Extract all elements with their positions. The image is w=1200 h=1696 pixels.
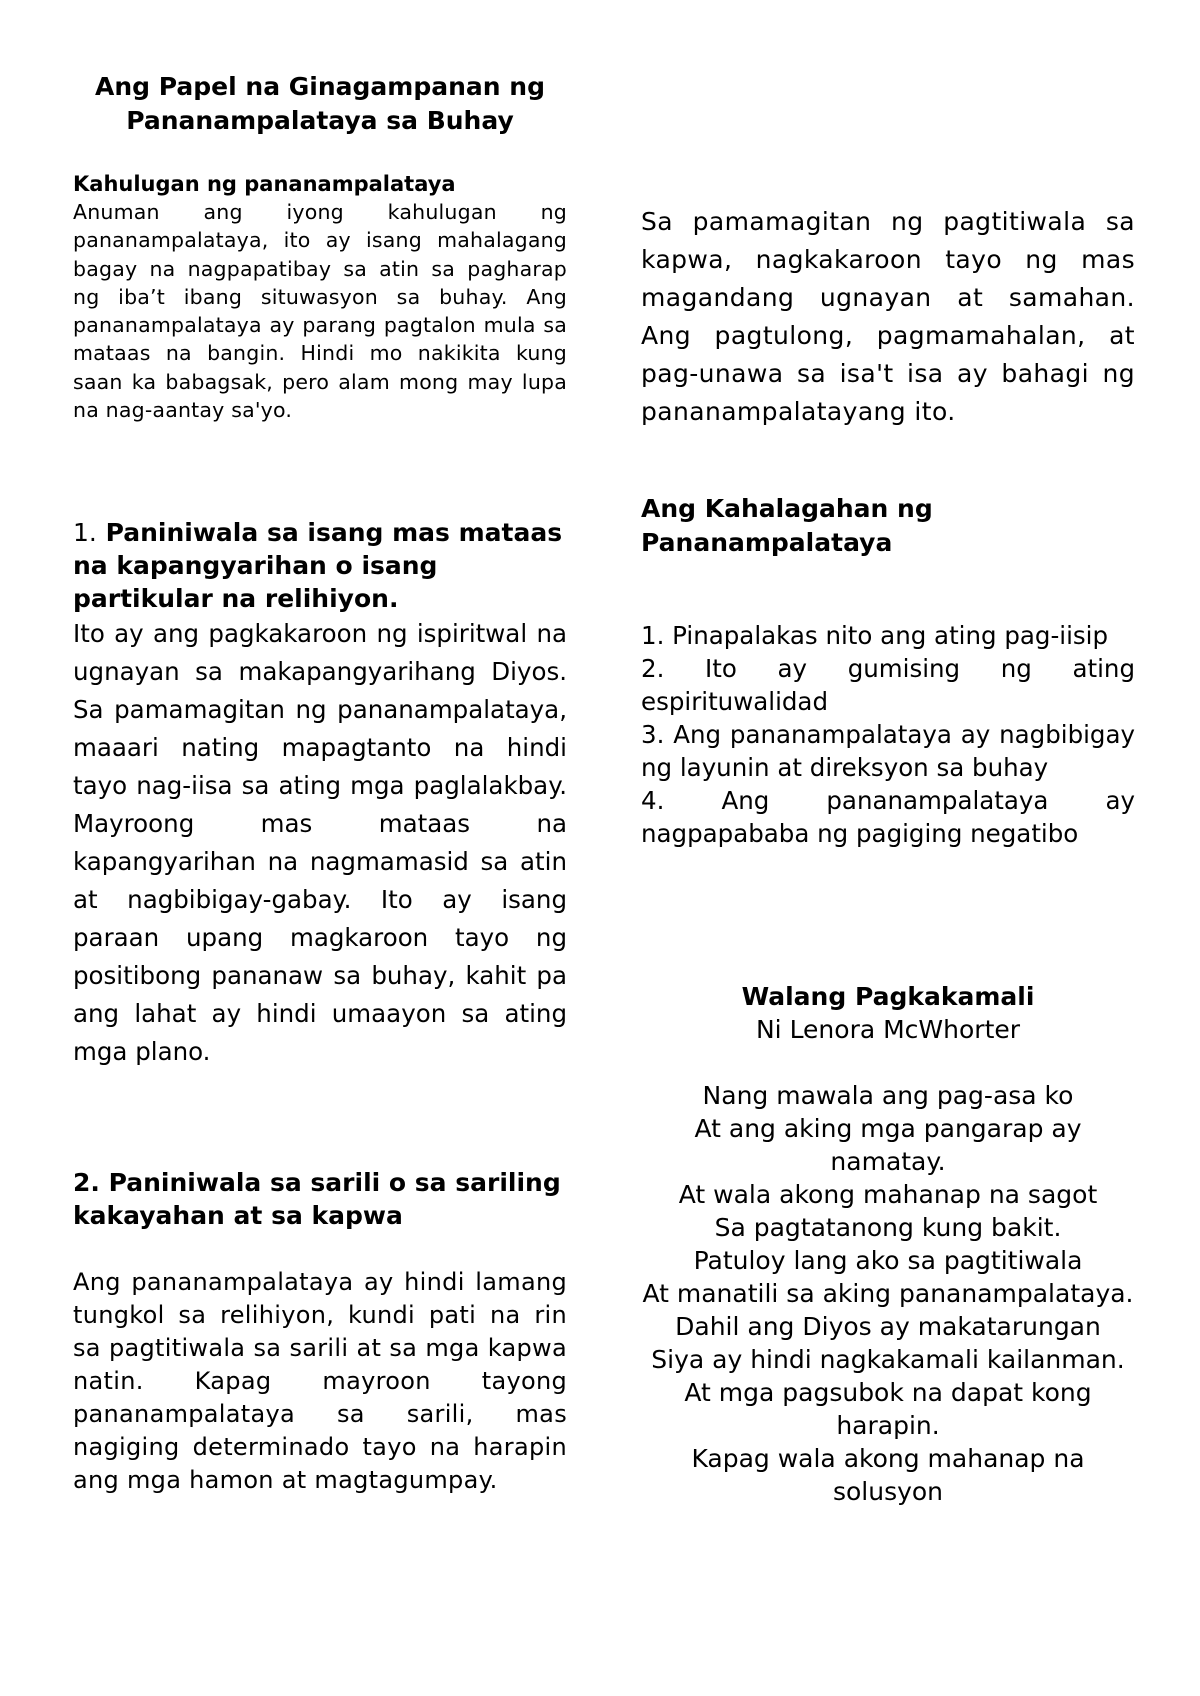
section-1-heading-text: Paniniwala sa isang mas mataas na kapangyarihan o isang partikular na relihiyon. — [73, 518, 563, 613]
poem-line: At manatili sa aking pananampalataya. — [642, 1279, 1134, 1308]
list-item: 4. Ang pananampalataya ay nagpapababa ng pagiging negatibo — [641, 786, 1135, 848]
section-1-heading — [73, 516, 567, 615]
section-2-paragraph: Ang pananampalataya ay hindi lamang tungkol sa relihiyon, kundi pati na rin sa pagtitiwala sa sarili at sa mga kapwa natin. Kapag mayroon tayong pananampalataya sa sarili, mas nagiging determinado tayo na harapin ang mga hamon at magtagumpay. — [73, 1268, 567, 1494]
poem-line: Siya ay hindi nagkakamali kailanman. — [651, 1345, 1125, 1374]
poem-line: Patuloy lang ako sa pagtitiwala — [693, 1246, 1083, 1275]
poem-author: Ni Lenora McWhorter — [755, 1015, 1021, 1044]
section-1-paragraph: Ito ay ang pagkakaroon ng ispiritwal na ugnayan sa makapangyarihang Diyos. Sa pamamagitan ng pananampalataya, maaari nating mapagtanto na hindi tayo nag-iisa sa ating mga paglalakbay. Mayroong mas mataas na kapangyarihan na nagmamasid sa atin at nagbibigay-gabay. Ito ay isang paraan upang magkaroon tayo ng positibong pananaw sa buhay, kahit pa ang lahat ay hindi umaayon sa ating mga plano. — [73, 619, 567, 1066]
section-1-number: 1. — [73, 518, 97, 547]
poem-line: At mga pagsubok na dapat kong harapin. — [684, 1378, 1092, 1440]
section-2-heading: 2. Paniniwala sa sarili o sa sariling kakayahan at sa kapwa — [73, 1168, 561, 1230]
trust-paragraph: Sa pamamagitan ng pagtitiwala sa kapwa, nagkakaroon tayo ng mas magandang ugnayan at samahan. Ang pagtulong, pagmamahalan, at pag-unawa sa isa't isa ay bahagi ng pananampalatayang ito. — [641, 207, 1135, 426]
poem-line: At wala akong mahanap na sagot — [678, 1180, 1098, 1209]
poem-line: Dahil ang Diyos ay makatarungan — [675, 1312, 1101, 1341]
importance-heading: Ang Kahalagahan ng Pananampalataya — [641, 494, 933, 557]
list-item: 3. Ang pananampalataya ay nagbibigay ng layunin at direksyon sa buhay — [641, 720, 1135, 782]
poem-line: At ang aking mga pangarap ay namatay. — [694, 1114, 1082, 1176]
list-item: 2. Ito ay gumising ng ating espirituwalidad — [641, 654, 1135, 716]
poem-line: Kapag wala akong mahanap na solusyon — [691, 1444, 1085, 1506]
poem-line: Sa pagtatanong kung bakit. — [714, 1213, 1062, 1242]
poem-body — [641, 1079, 1135, 1508]
list-item: 1. Pinapalakas nito ang ating pag-iisip — [641, 621, 1109, 650]
poem-title: Walang Pagkakamali — [741, 982, 1035, 1011]
document-title: Ang Papel na Ginagampanan ng Pananampalataya sa Buhay — [95, 72, 545, 135]
definition-heading: Kahulugan ng pananampalataya — [73, 172, 456, 196]
importance-list — [641, 619, 1135, 850]
definition-paragraph: Anuman ang iyong kahulugan ng pananampalataya, ito ay isang mahalagang bagay na nagpapatibay sa atin sa pagharap ng iba’t ibang situwasyon sa buhay. Ang pananampalataya ay parang pagtalon mula sa mataas na bangin. Hindi mo nakikita kung saan ka babagsak, pero alam mong may lupa na nag-aantay sa'yo. — [73, 200, 567, 423]
poem-line: Nang mawala ang pag-asa ko — [702, 1081, 1074, 1110]
